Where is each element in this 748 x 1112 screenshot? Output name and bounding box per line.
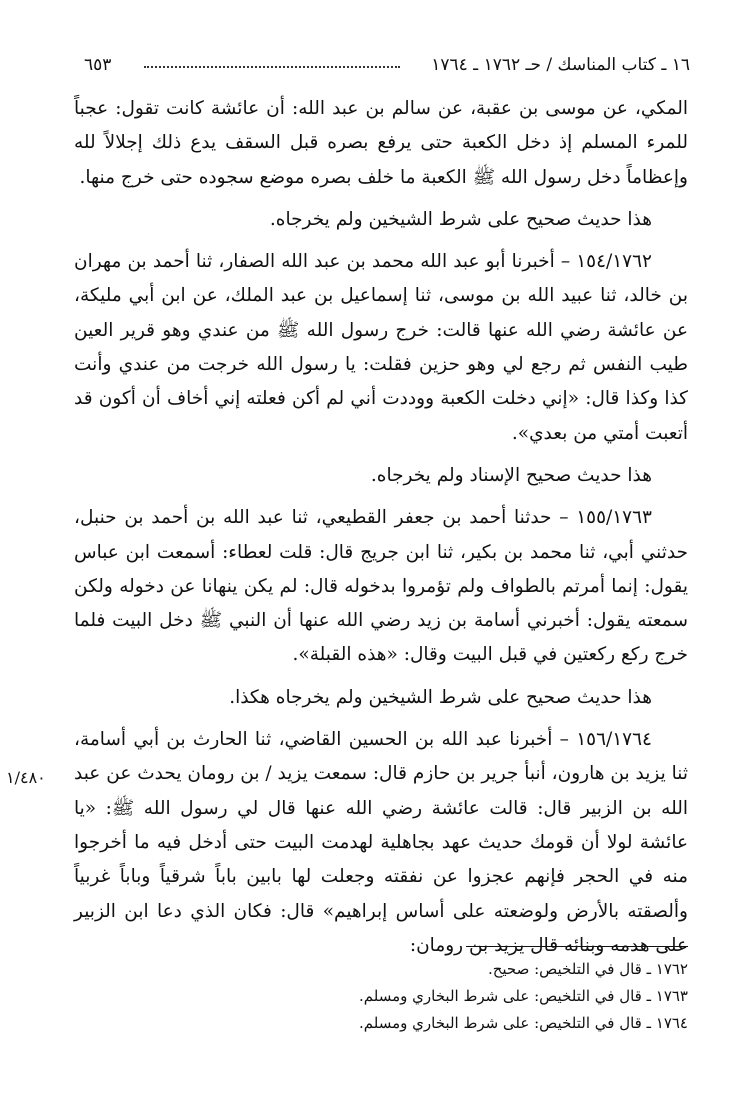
hadith-1764: ١٥٦/١٧٦٤ – أخبرنا عبد الله بن الحسين القاضي، ثنا الحارث بن أبي أسامة، ثنا يزيد بن هارون، أنبأ جرير بن حازم قال: سمعت يزيد / بن رومان يحدث عن عبد الله بن الزبير قال: قالت عائشة رضي الله عنها قال لي رسول الله ﷺ: «يا عائشة لولا أن قومك حديث عهد بجاهلية لهدمت البيت حتى أدخل فيه ما أخرجوا منه في الحجر فإنهم عجزوا عن نفقته وجعلت لها بابين باباً شرقياً وباباً غربياً وألصقته بالأرض ولوضعته على أساس إبراهيم» قال: فكان الذي دعا ابن الزبير على هدمه وبنائه قال يزيد بن رومان:	[74, 729, 688, 956]
hadith-verdict: هذا حديث صحيح على شرط الشيخين ولم يخرجاه.	[269, 208, 652, 230]
footnote-1764: ١٧٦٤ ـ قال في التلخيص: على شرط البخاري ومسلم.	[359, 1014, 688, 1032]
page-number: ٦٥٣	[84, 55, 112, 75]
footnotes	[248, 956, 688, 1037]
footnote-divider	[466, 946, 688, 947]
footnote-1762: ١٧٦٢ ـ قال في التلخيص: صحيح.	[487, 960, 688, 978]
hadith-verdict: هذا حديث صحيح على شرط الشيخين ولم يخرجاه هكذا.	[229, 686, 652, 708]
page-header	[84, 50, 690, 80]
footnote-1763: ١٧٦٣ ـ قال في التلخيص: على شرط البخاري ومسلم.	[359, 987, 688, 1005]
paragraph-continuation: المكي، عن موسى بن عقبة، عن سالم بن عبد الله: أن عائشة كانت تقول: عجباً للمرء المسلم إذ دخل الكعبة حتى يرفع بصره قبل السقف يدع ذلك إجلالاً لله وإعظاماً دخل رسول الله ﷺ الكعبة ما خلف بصره موضع سجوده حتى خرج منها.	[74, 98, 688, 188]
main-text	[74, 92, 688, 963]
manuscript-folio-note: ١/٤٨٠	[6, 768, 46, 787]
hadith-1762: ١٥٤/١٧٦٢ – أخبرنا أبو عبد الله محمد بن عبد الله الصفار، ثنا أحمد بن مهران بن خالد، ثنا عبيد الله بن موسى، ثنا إسماعيل بن عبد الملك، عن ابن أبي مليكة، عن عائشة رضي الله عنها قالت: خرج رسول الله ﷺ من عندي وهو قرير العين طيب النفس ثم رجع لي وهو حزين فقلت: يا رسول الله خرجت من عندي وأنت كذا وكذا قال: «إني دخلت الكعبة ووددت أني لم أكن فعلته إني أخاف أن أكون قد أتعبت أمتي من بعدي».	[74, 251, 688, 444]
hadith-1763: ١٥٥/١٧٦٣ – حدثنا أحمد بن جعفر القطيعي، ثنا عبد الله بن أحمد بن حنبل، حدثني أبي، ثنا محمد بن بكير، ثنا ابن جريج قال: قلت لعطاء: أسمعت ابن عباس يقول: إنما أمرتم بالطواف ولم تؤمروا بدخوله قال: لم يكن ينهانا عن دخوله ولكن سمعته يقول: أخبرني أسامة بن زيد رضي الله عنها أن النبي ﷺ دخل البيت فلما خرج ركع ركعتين في قبل البيت وقال: «هذه القبلة».	[74, 507, 688, 666]
hadith-verdict: هذا حديث صحيح الإسناد ولم يخرجاه.	[370, 464, 652, 486]
header-dot-leader	[144, 66, 400, 68]
running-title: ١٦ ـ كتاب المناسك / حـ ١٧٦٢ ـ ١٧٦٤	[431, 55, 690, 75]
